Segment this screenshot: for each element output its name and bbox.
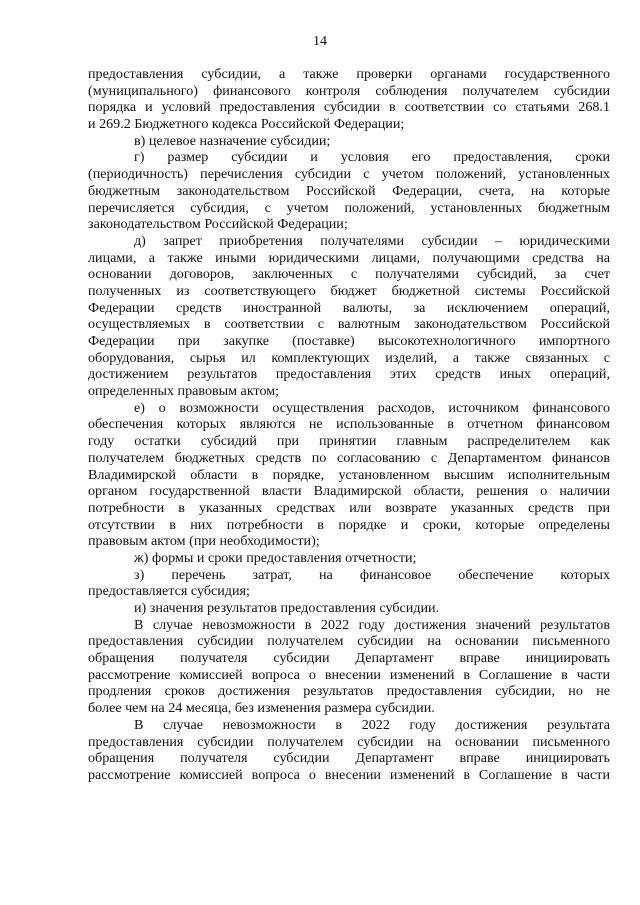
text-line: Владимирской области в порядке, установленном высшим исполнительным	[88, 466, 610, 483]
text-line: предоставления субсидии, а также проверки органами государственного	[88, 66, 610, 82]
text-line: предоставляется субсидия;	[88, 583, 250, 600]
text-line: В случае невозможности в 2022 году достижения результата	[134, 716, 610, 733]
text-line: е) о возможности осуществления расходов, источником финансового	[134, 399, 610, 416]
text-line: обращения получателя субсидии Департамент вправе инициировать	[88, 650, 610, 667]
text-line: ж) формы и сроки предоставления отчетности;	[134, 549, 417, 566]
text-line: и 269.2 Бюджетного кодекса Российской Федерации;	[88, 116, 405, 133]
text-line: продления сроков достижения результатов предоставления субсидии, но не	[88, 683, 610, 700]
text-line: бюджетным законодательством Российской Федерации, счета, на которые	[88, 182, 610, 199]
text-line: осуществляемых в соответствии с валютным законодательством Российской	[88, 316, 610, 333]
text-line: более чем на 24 месяца, без изменения размера субсидии.	[88, 700, 435, 717]
text-line: лицами, а также иными юридическими лицами, получающими средства на	[88, 249, 610, 266]
text-line: полученных из соответствующего бюджет бюджетной системы Российской	[88, 282, 610, 299]
text-line: порядка и условий предоставления субсидии в соответствии со статьями 268.1	[88, 99, 610, 116]
text-line: перечисляется субсидия, с учетом положений, установленных бюджетным	[88, 199, 610, 216]
page-number: 14	[313, 34, 327, 49]
text-line: обращения получателя субсидии Департамент вправе инициировать	[88, 750, 610, 767]
text-line: потребности в указанных средствах или возврате указанных средств при	[88, 499, 610, 516]
text-line: основании договоров, заключенных с получателями субсидий, за счет	[88, 266, 610, 283]
text-line: з) перечень затрат, на финансовое обеспечение которых	[134, 566, 610, 583]
text-line: отсутствии в них потребности в порядке и сроки, которые определены	[88, 516, 610, 533]
text-line: органом государственной власти Владимирской области, решения о наличии	[88, 483, 610, 500]
text-line: предоставления субсидии получателем субсидии на основании письменного	[88, 633, 610, 650]
text-line: Федерации при закупке (поставке) высокотехнологичного импортного	[88, 333, 610, 349]
text-line: обеспечения которых являются не использованные в отчетном финансовом	[88, 416, 610, 433]
text-line: получателем бюджетных средств по согласованию с Департаментом финансов	[88, 449, 610, 466]
text-line: правовым актом (при необходимости);	[88, 533, 320, 550]
text-line: предоставления субсидии получателем субсидии на основании письменного	[88, 733, 610, 750]
text-line: д) запрет приобретения получателями субсидии – юридическими	[134, 232, 610, 249]
text-line: рассмотрение комиссией вопроса о внесении изменений в Соглашение в части	[88, 766, 610, 783]
text-line: законодательством Российской Федерации;	[88, 216, 348, 233]
text-line: и) значения результатов предоставления субсидии.	[134, 600, 440, 616]
text-line: году остатки субсидий при принятии главным распределителем как	[88, 433, 610, 450]
text-line: (муниципального) финансового контроля соблюдения получателем субсидии	[88, 82, 610, 99]
text-line: Федерации средств иностранной валюты, за исключением операций,	[88, 299, 610, 316]
text-line: (периодичность) перечисления субсидии с учетом положений, установленных	[88, 166, 610, 183]
text-line: достижением результатов предоставления этих средств иных операций,	[88, 366, 610, 383]
text-line: г) размер субсидии и условия его предоставления, сроки	[134, 149, 610, 166]
text-line: в) целевое назначение субсидии;	[134, 132, 331, 149]
text-line: В случае невозможности в 2022 году достижения значений результатов	[134, 616, 610, 633]
body-text	[88, 66, 610, 784]
text-line: определенных правовым актом;	[88, 383, 280, 400]
text-line: рассмотрение комиссией вопроса о внесении изменений в Соглашение в части	[88, 666, 610, 683]
text-line: оборудования, сырья ил комплектующих изделий, а также связанных с	[88, 349, 610, 366]
